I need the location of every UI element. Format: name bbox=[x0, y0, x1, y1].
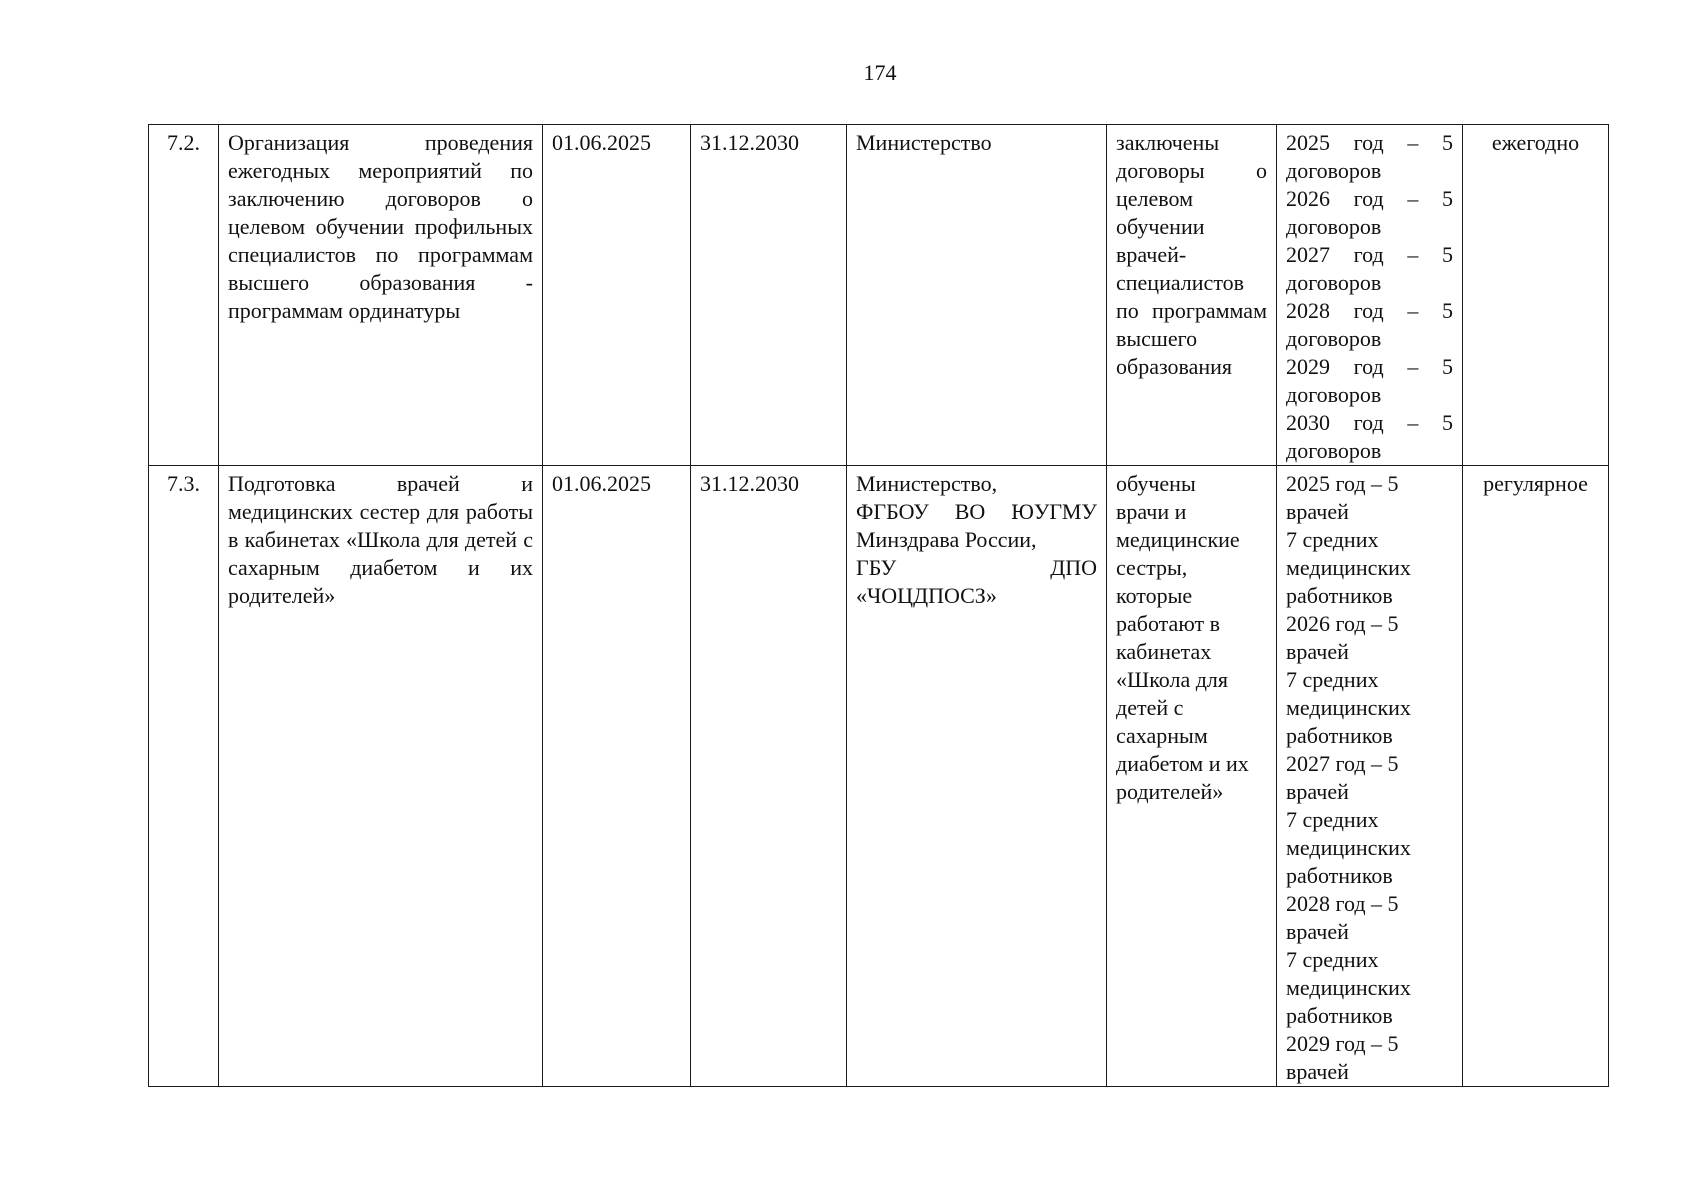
indicator-line: медицинских bbox=[1286, 835, 1411, 860]
executor-cell bbox=[847, 466, 1107, 1087]
frequency-cell: регулярное bbox=[1463, 466, 1609, 1087]
page-number: 174 bbox=[863, 60, 897, 85]
indicator-line: договоров bbox=[1286, 214, 1382, 239]
indicator-line: врачей bbox=[1286, 499, 1349, 524]
result-line: родителей» bbox=[1116, 779, 1224, 804]
indicator-line: медицинских bbox=[1286, 975, 1411, 1000]
result-cell bbox=[1107, 466, 1277, 1087]
indicator-line: 2025 год – 5 bbox=[1286, 130, 1453, 155]
result-line: сахарным bbox=[1116, 723, 1208, 748]
indicator-line: врачей bbox=[1286, 1059, 1349, 1084]
executor-line: «ЧОЦДПОСЗ» bbox=[856, 583, 997, 608]
indicator-cell bbox=[1277, 466, 1463, 1087]
indicator-line: 2028 год – 5 bbox=[1286, 891, 1399, 916]
executor-line: Министерство bbox=[856, 130, 992, 155]
result-line: детей с bbox=[1116, 695, 1184, 720]
result-line: сестры, bbox=[1116, 555, 1188, 580]
indicator-line: 7 средних bbox=[1286, 527, 1379, 552]
frequency-cell: ежегодно bbox=[1463, 125, 1609, 466]
indicator-line: договоров bbox=[1286, 158, 1382, 183]
result-line: диабетом и их bbox=[1116, 751, 1249, 776]
measures-table bbox=[148, 124, 1609, 1087]
executor-line: ФГБОУ ВО ЮУГМУ bbox=[856, 499, 1097, 524]
indicator-line: 2026 год – 5 bbox=[1286, 611, 1399, 636]
indicator-line: 2028 год – 5 bbox=[1286, 298, 1453, 323]
table-row bbox=[149, 466, 1609, 1087]
result-line: «Школа для bbox=[1116, 667, 1229, 692]
indicator-line: договоров bbox=[1286, 270, 1382, 295]
indicator-cell bbox=[1277, 125, 1463, 466]
result-line: врачи и bbox=[1116, 499, 1187, 524]
indicator-line: медицинских bbox=[1286, 555, 1411, 580]
indicator-line: 2029 год – 5 bbox=[1286, 354, 1453, 379]
row-number: 7.2. bbox=[149, 125, 219, 466]
indicator-line: работников bbox=[1286, 863, 1393, 888]
indicator-line: медицинских bbox=[1286, 695, 1411, 720]
indicator-line: 7 средних bbox=[1286, 807, 1379, 832]
executor-cell bbox=[847, 125, 1107, 466]
indicator-line: 2025 год – 5 bbox=[1286, 471, 1399, 496]
executor-line: ГБУ ДПО bbox=[856, 555, 1097, 580]
activity-cell: Подготовка врачей и медицинских сестер для работы в кабинетах «Школа для детей с сахарным диабетом и их родителей» bbox=[219, 466, 543, 1087]
result-line: кабинетах bbox=[1116, 639, 1212, 664]
indicator-line: работников bbox=[1286, 1003, 1393, 1028]
indicator-line: 2029 год – 5 bbox=[1286, 1031, 1399, 1056]
result-line: обучены bbox=[1116, 471, 1196, 496]
indicator-line: 7 средних bbox=[1286, 667, 1379, 692]
result-cell: заключены договоры о целевом обучении врачей-специалистов по программам высшего образования bbox=[1107, 125, 1277, 466]
row-number: 7.3. bbox=[149, 466, 219, 1087]
indicator-line: работников bbox=[1286, 583, 1393, 608]
indicator-line: врачей bbox=[1286, 639, 1349, 664]
executor-line: Министерство, bbox=[856, 471, 998, 496]
start-date-cell: 01.06.2025 bbox=[543, 125, 691, 466]
start-date-cell: 01.06.2025 bbox=[543, 466, 691, 1087]
result-line: работают в bbox=[1116, 611, 1220, 636]
result-line: медицинские bbox=[1116, 527, 1240, 552]
indicator-line: 2027 год – 5 bbox=[1286, 242, 1453, 267]
indicator-line: работников bbox=[1286, 723, 1393, 748]
executor-line: Минздрава России, bbox=[856, 527, 1037, 552]
indicator-line: договоров bbox=[1286, 382, 1382, 407]
indicator-line: врачей bbox=[1286, 919, 1349, 944]
indicator-line: 2027 год – 5 bbox=[1286, 751, 1399, 776]
table-row bbox=[149, 125, 1609, 466]
end-date-cell: 31.12.2030 bbox=[691, 125, 847, 466]
indicator-line: договоров bbox=[1286, 438, 1382, 463]
indicator-line: 2026 год – 5 bbox=[1286, 186, 1453, 211]
indicator-line: врачей bbox=[1286, 779, 1349, 804]
activity-cell: Организация проведения ежегодных мероприятий по заключению договоров о целевом обучении профильных специалистов по программам высшего образования - программам ординатуры bbox=[219, 125, 543, 466]
indicator-line: 7 средних bbox=[1286, 947, 1379, 972]
result-line: которые bbox=[1116, 583, 1193, 608]
indicator-line: договоров bbox=[1286, 326, 1382, 351]
indicator-line: 2030 год – 5 bbox=[1286, 410, 1453, 435]
end-date-cell: 31.12.2030 bbox=[691, 466, 847, 1087]
